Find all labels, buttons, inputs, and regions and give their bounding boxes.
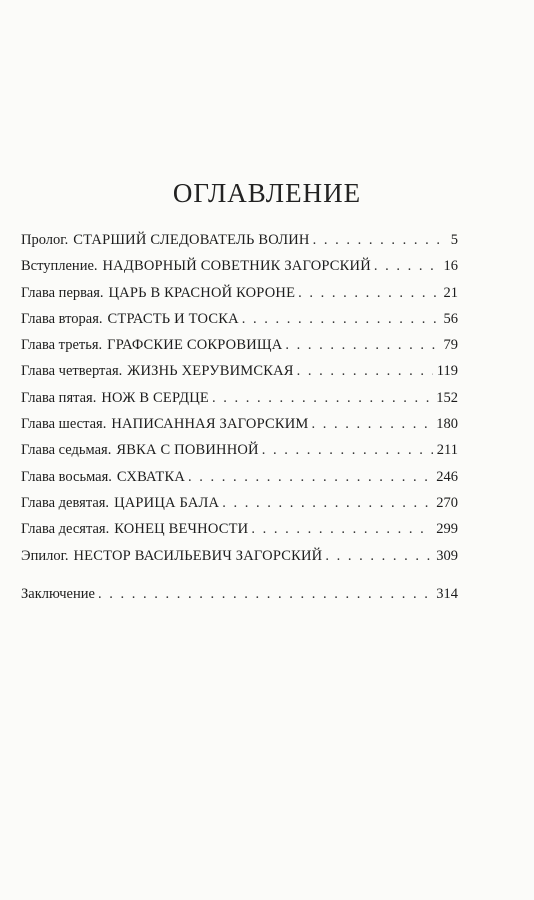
toc-entry-chapter-8	[21, 469, 458, 495]
toc-entry-chapter-1	[21, 285, 458, 311]
toc-entry-chapter-4	[21, 363, 458, 389]
toc-page-number: 152	[436, 389, 458, 406]
toc-chapter-title: ЖИЗНЬ ХЕРУВИМСКАЯ	[127, 363, 294, 380]
toc-page-number: 16	[443, 258, 458, 275]
toc-page-number: 21	[443, 284, 458, 301]
dot-leader	[313, 232, 447, 249]
dot-leader	[298, 285, 439, 302]
dot-leader	[297, 363, 433, 380]
toc-entry-chapter-9	[21, 495, 458, 521]
toc-page-number: 119	[436, 363, 458, 380]
toc-entry-conclusion	[21, 586, 458, 612]
toc-label: Глава шестая.	[21, 416, 107, 433]
toc-label: Глава вторая.	[21, 310, 103, 327]
toc-label: Глава первая.	[21, 284, 104, 301]
toc-entry-chapter-7	[21, 442, 458, 468]
dot-leader	[374, 258, 440, 275]
toc-page-number: 180	[436, 416, 458, 433]
dot-leader	[242, 311, 440, 328]
toc-chapter-title: НАДВОРНЫЙ СОВЕТНИК ЗАГОРСКИЙ	[102, 258, 371, 275]
toc-label: Глава третья.	[21, 337, 103, 354]
toc-chapter-title: НАПИСАННАЯ ЗАГОРСКИМ	[111, 416, 309, 433]
dot-leader	[285, 337, 439, 354]
toc-entry-chapter-5	[21, 390, 458, 416]
page-title: ОГЛАВЛЕНИЕ	[172, 178, 362, 208]
toc-label: Глава девятая.	[21, 494, 110, 511]
toc-chapter-title: ГРАФСКИЕ СОКРОВИЩА	[107, 337, 283, 354]
dot-leader	[98, 586, 432, 603]
toc-label: Глава пятая.	[21, 389, 97, 406]
toc-label: Глава восьмая.	[21, 468, 112, 485]
toc-label: Глава четвертая.	[21, 363, 123, 380]
toc-chapter-title: СТАРШИЙ СЛЕДОВАТЕЛЬ ВОЛИН	[73, 232, 310, 248]
toc-chapter-title: ЦАРИЦА БАЛА	[114, 494, 220, 511]
toc-chapter-title: ЯВКА С ПОВИННОЙ	[116, 442, 259, 459]
toc-page-number: 246	[436, 468, 458, 485]
toc-chapter-title: ЦАРЬ В КРАСНОЙ КОРОНЕ	[108, 284, 296, 301]
toc-label: Вступление.	[21, 258, 98, 275]
toc-entry-chapter-10	[21, 521, 458, 547]
toc-chapter-title: НЕСТОР ВАСИЛЬЕВИЧ ЗАГОРСКИЙ	[73, 547, 323, 564]
toc-entry-epilogue	[21, 548, 458, 574]
toc-page-number: 314	[436, 585, 458, 602]
toc-page-number: 211	[436, 442, 458, 459]
toc-entry-introduction	[21, 258, 458, 284]
dot-leader	[251, 521, 432, 538]
dot-leader	[262, 442, 433, 459]
toc-page-number: 270	[436, 494, 458, 511]
toc-page-number: 299	[436, 521, 458, 538]
dot-leader	[212, 390, 432, 407]
dot-leader	[312, 416, 433, 433]
toc-chapter-title: КОНЕЦ ВЕЧНОСТИ	[114, 521, 249, 538]
toc-page-number: 309	[436, 547, 458, 564]
toc-entry-chapter-6	[21, 416, 458, 442]
dot-leader	[325, 548, 432, 565]
toc-label: Пролог.	[21, 232, 69, 248]
toc-chapter-title: НОЖ В СЕРДЦЕ	[101, 389, 209, 406]
toc-label: Заключение	[21, 585, 95, 602]
dot-leader	[222, 495, 432, 512]
toc-chapter-title: СХВАТКА	[116, 468, 186, 485]
toc-page-number: 5	[450, 232, 458, 248]
toc-label: Глава десятая.	[21, 521, 110, 538]
toc-page-number: 56	[443, 310, 458, 327]
toc-entry-chapter-3	[21, 337, 458, 363]
toc-page-number: 79	[443, 337, 458, 354]
toc-entry-prologue	[21, 232, 458, 258]
table-of-contents	[21, 232, 458, 612]
dot-leader	[188, 469, 432, 486]
toc-label: Глава седьмая.	[21, 442, 112, 459]
toc-chapter-title: СТРАСТЬ И ТОСКА	[107, 310, 239, 327]
toc-entry-chapter-2	[21, 311, 458, 337]
toc-label: Эпилог.	[21, 547, 69, 564]
